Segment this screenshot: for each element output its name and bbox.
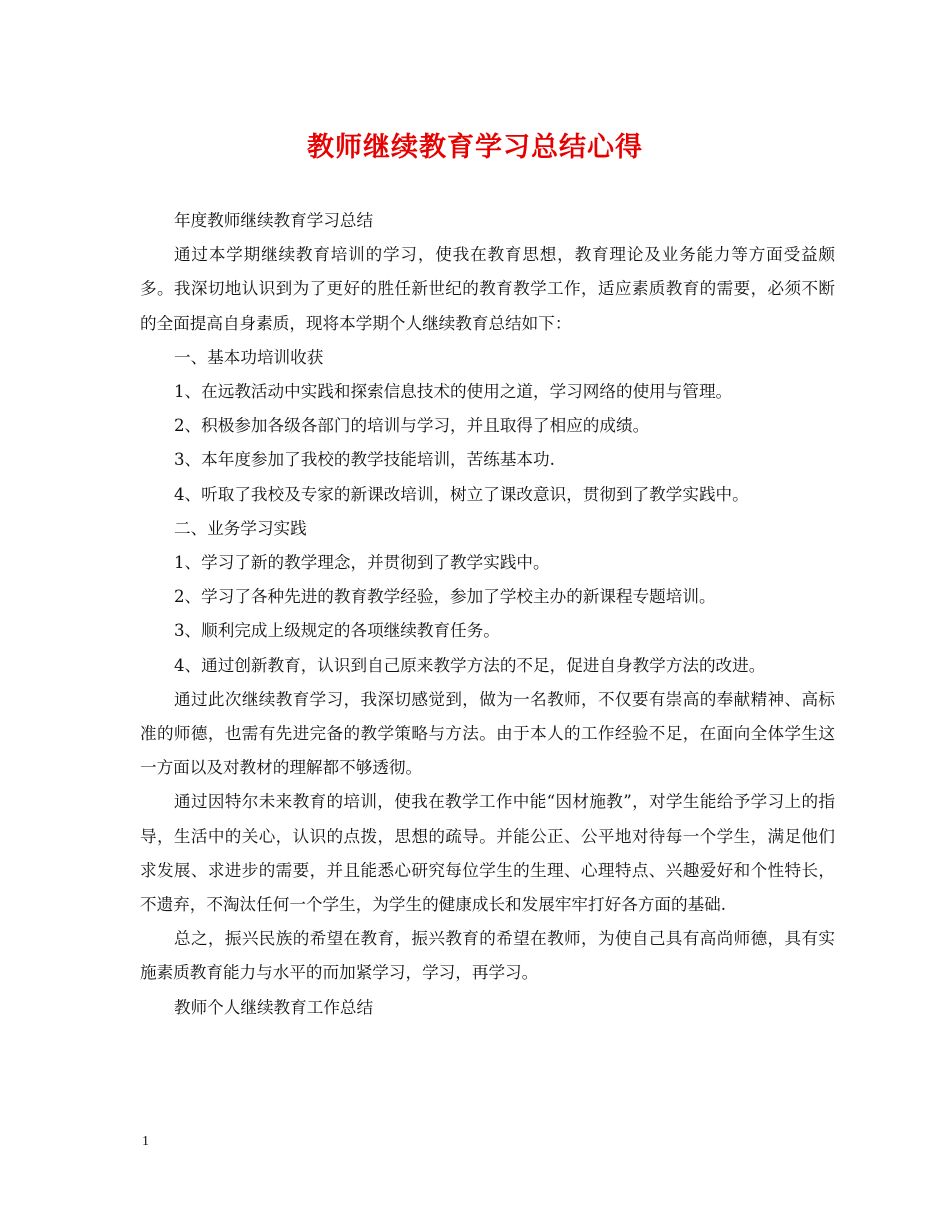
paragraph-subtitle: 年度教师继续教育学习总结 [174,211,374,230]
page-number: 1 [142,1134,149,1149]
document-body [140,204,835,1025]
section-heading-practice: 二、业务学习实践 [174,518,307,538]
paragraph-conclusion: 总之，振兴民族的希望在教育，振兴教育的希望在教师，为使自己具有高尚师德，具有实施素质教育能力与水平的而加紧学习，学习，再学习。 [140,929,835,983]
section-heading-basic-skills: 一、基本功培训收获 [174,347,324,367]
paragraph-reflection: 通过此次继续教育学习，我深切感觉到，做为一名教师，不仅要有崇高的奉献精神、高标准的师德，也需有先进完备的教学策略与方法。由于本人的工作经验不足，在面向全体学生这一方面以及对教材的理解都不够透彻。 [140,689,835,778]
paragraph-intel-training: 通过因特尔未来教育的培训，使我在教学工作中能“因材施教”，对学生能给予学习上的指导，生活中的关心，认识的点拨，思想的疏导。并能公正、公平地对待每一个学生，满足他们求发展、求进步的需要，并且能悉心研究每位学生的生理、心理特点、兴趣爱好和个性特长，不遗弃，不淘汰任何一个学生，为学生的健康成长和发展牢牢打好各方面的基础. [140,792,835,915]
list-item: 3、顺利完成上级规定的各项继续教育任务。 [174,621,500,641]
list-item: 2、积极参加各级各部门的培训与学习，并且取得了相应的成绩。 [174,416,650,436]
list-item: 4、通过创新教育，认识到自己原来教学方法的不足，促进自身教学方法的改进。 [174,655,766,675]
paragraph-intro: 通过本学期继续教育培训的学习，使我在教育思想，教育理论及业务能力等方面受益颇多。我深切地认识到为了更好的胜任新世纪的教育教学工作，适应素质教育的需要，必须不断的全面提高自身素质，现将本学期个人继续教育总结如下： [140,245,835,333]
list-item: 2、学习了各种先进的教育教学经验，参加了学校主办的新课程专题培训。 [174,587,716,607]
list-item: 1、在远教活动中实践和探索信息技术的使用之道，学习网络的使用与管理。 [174,382,733,402]
list-item: 3、本年度参加了我校的教学技能培训，苦练基本功. [174,450,555,470]
paragraph-next-heading: 教师个人继续教育工作总结 [174,997,374,1017]
document-title: 教师继续教育学习总结心得 [307,132,643,163]
list-item: 4、听取了我校及专家的新课改培训，树立了课改意识，贯彻到了教学实践中。 [174,484,749,504]
list-item: 1、学习了新的教学理念，并贯彻到了教学实践中。 [174,553,550,573]
